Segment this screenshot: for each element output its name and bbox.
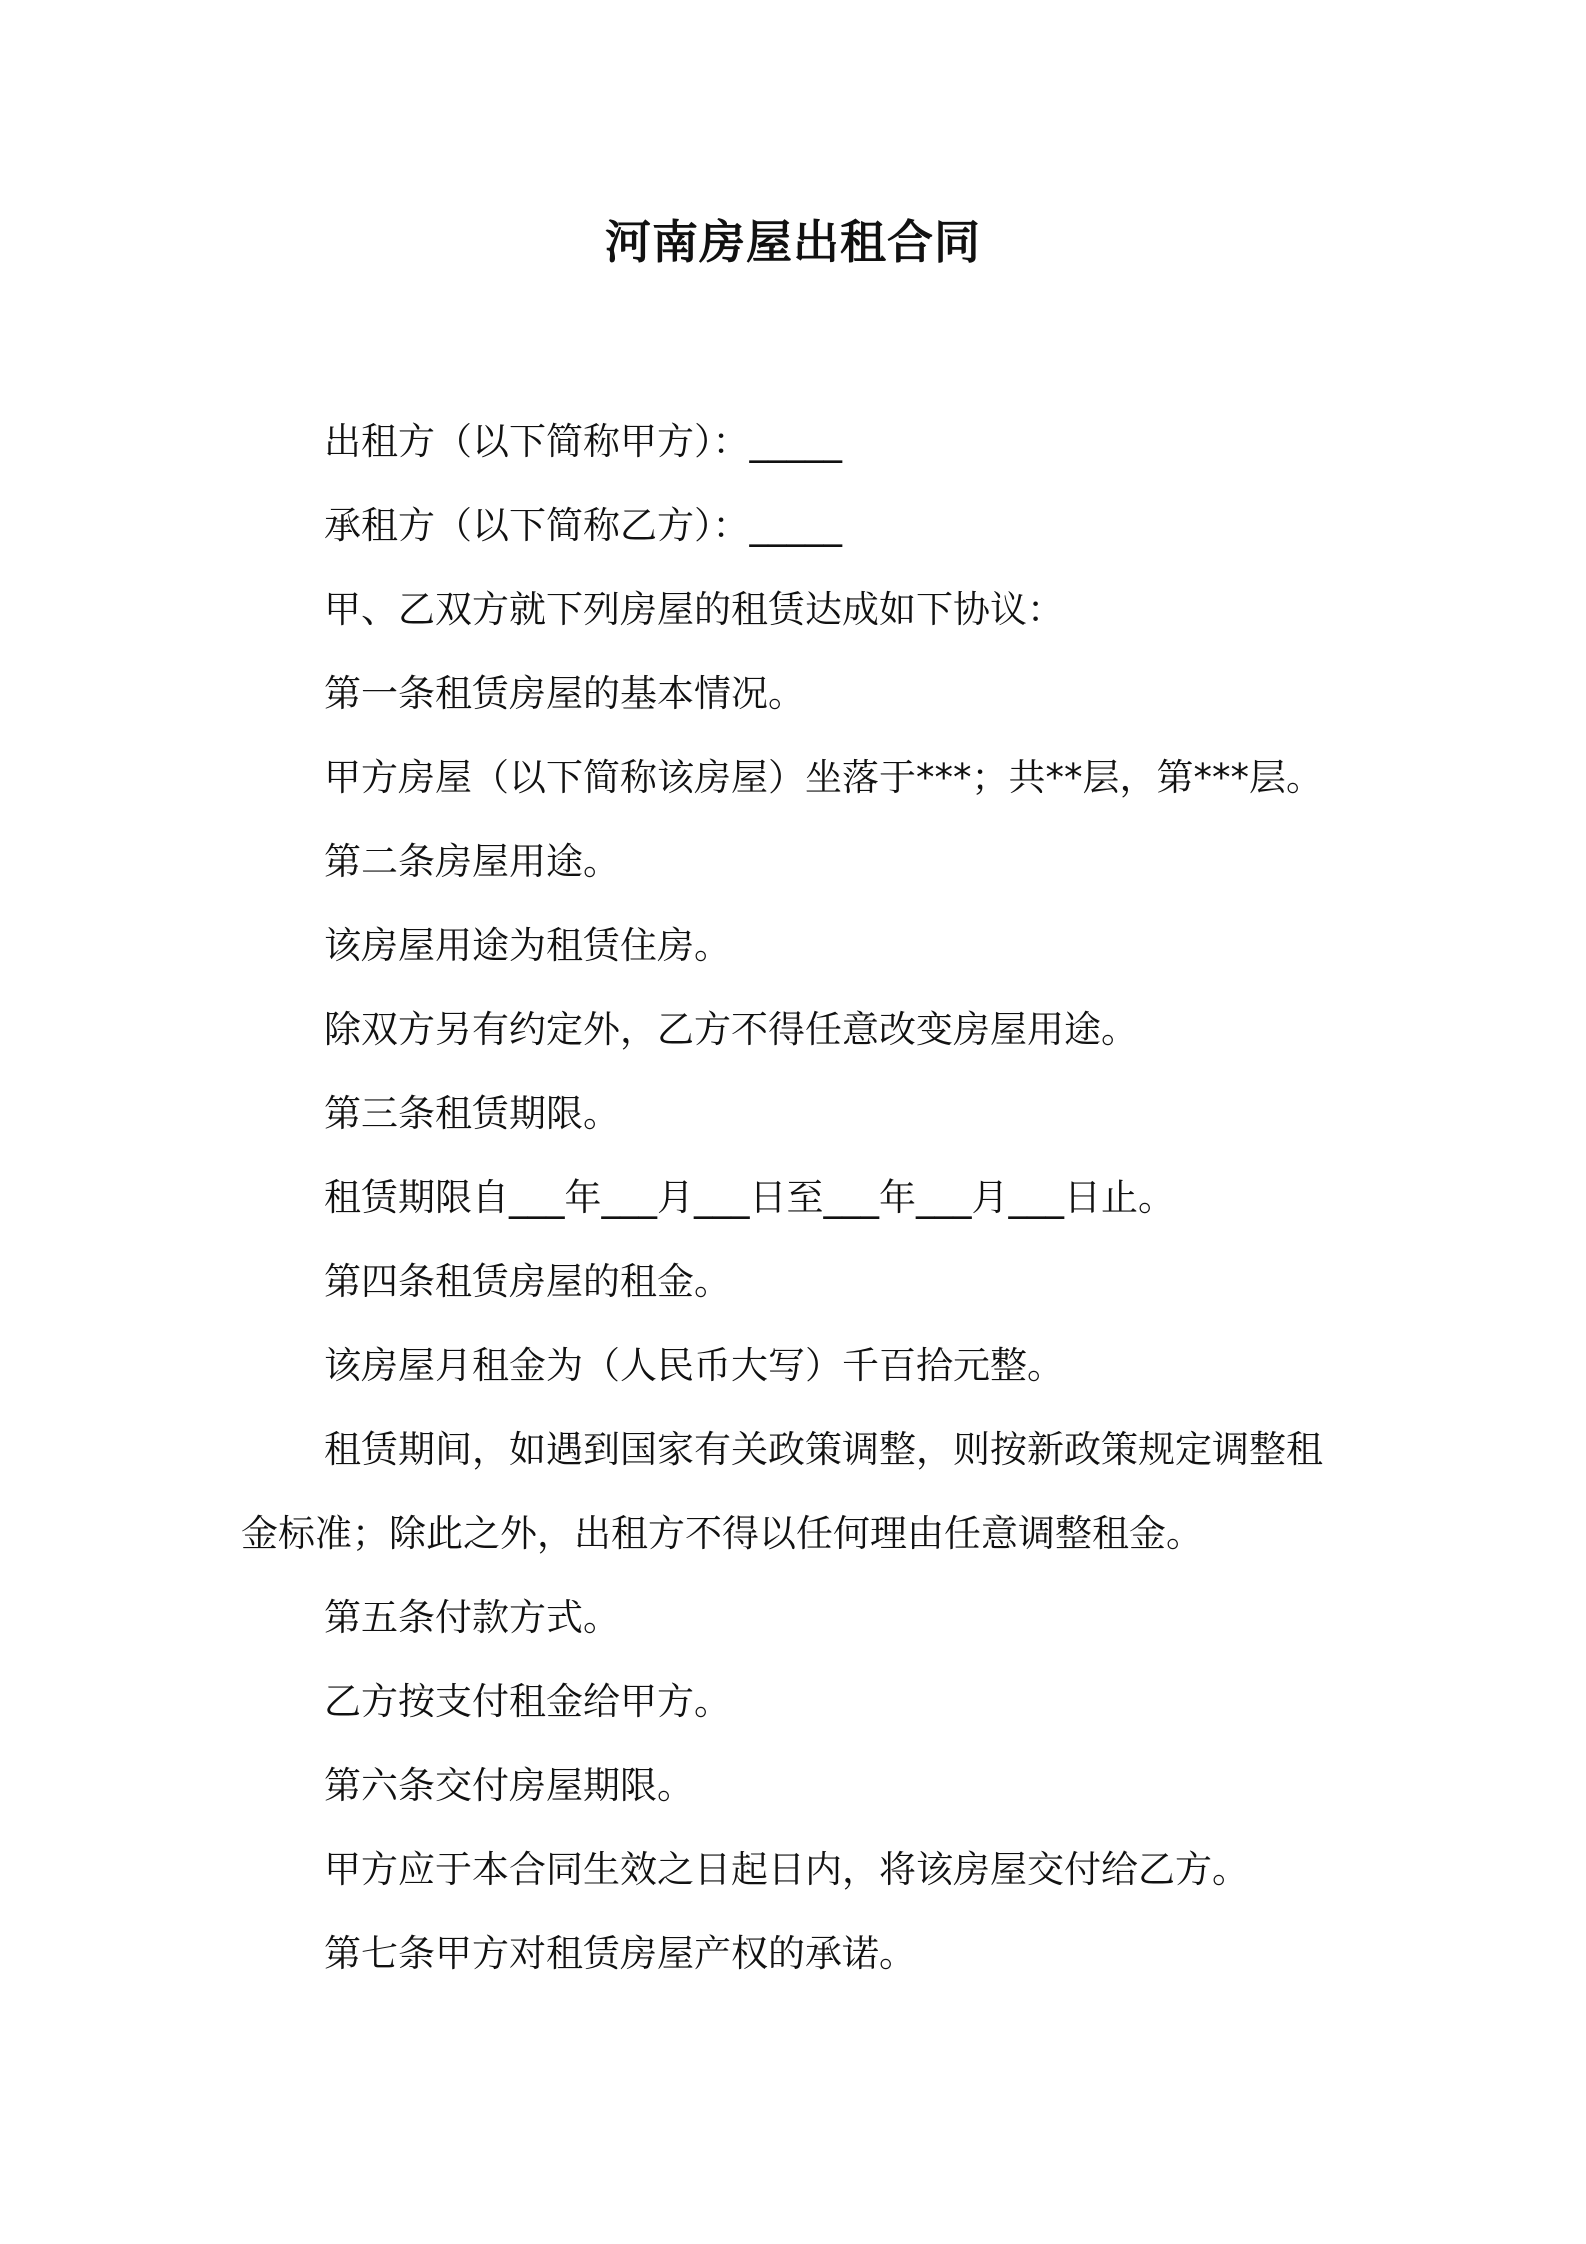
document-body [241, 400, 1357, 1996]
paragraph-property-location: 甲方房屋（以下简称该房屋）坐落于***；共**层，第***层。 [324, 756, 1323, 799]
paragraph-article-5: 第五条付款方式。 [324, 1596, 620, 1639]
document-title: 河南房屋出租合同 [605, 215, 981, 269]
paragraph-lessor: 出租方（以下简称甲方）：_____ [324, 420, 842, 463]
paragraph-rent-adjustment: 租赁期间，如遇到国家有关政策调整，则按新政策规定调整租金标准；除此之外，出租方不得以任何理由任意调整租金。 [241, 1428, 1323, 1555]
paragraph-usage: 该房屋用途为租赁住房。 [324, 924, 731, 967]
paragraph-lessee: 承租方（以下简称乙方）：_____ [324, 504, 842, 547]
paragraph-monthly-rent: 该房屋月租金为（人民币大写）千百拾元整。 [324, 1344, 1064, 1387]
paragraph-delivery: 甲方应于本合同生效之日起日内，将该房屋交付给乙方。 [324, 1848, 1249, 1891]
paragraph-payment: 乙方按支付租金给甲方。 [324, 1680, 731, 1723]
paragraph-agreement-intro: 甲、乙双方就下列房屋的租赁达成如下协议： [324, 588, 1064, 631]
paragraph-article-2: 第二条房屋用途。 [324, 840, 620, 883]
paragraph-lease-term: 租赁期限自___年___月___日至___年___月___日止。 [324, 1176, 1175, 1219]
paragraph-article-4: 第四条租赁房屋的租金。 [324, 1260, 731, 1303]
paragraph-article-6: 第六条交付房屋期限。 [324, 1764, 694, 1807]
paragraph-article-3: 第三条租赁期限。 [324, 1092, 620, 1135]
paragraph-usage-restriction: 除双方另有约定外，乙方不得任意改变房屋用途。 [324, 1008, 1138, 1051]
paragraph-article-1: 第一条租赁房屋的基本情况。 [324, 672, 805, 715]
paragraph-article-7: 第七条甲方对租赁房屋产权的承诺。 [324, 1932, 916, 1975]
